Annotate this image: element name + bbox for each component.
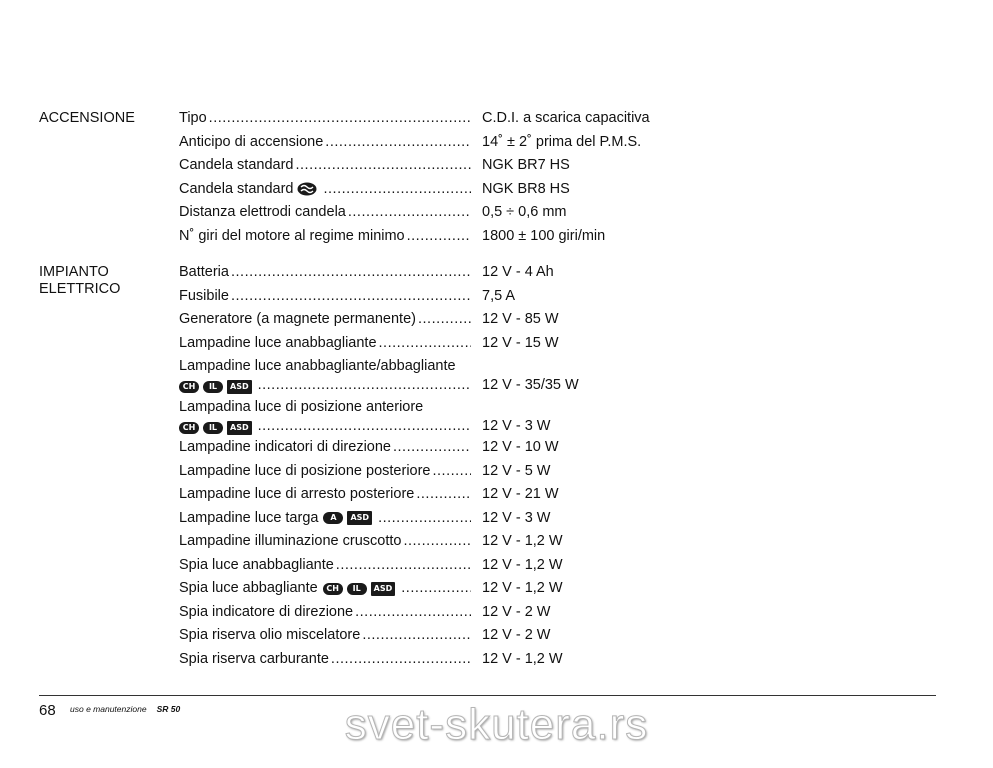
spec-line: [179, 181, 649, 198]
country-il-badge: IL: [203, 422, 223, 434]
leader-dots: [378, 510, 471, 527]
spec-row: [179, 228, 649, 245]
spec-row: [179, 204, 649, 221]
spec-line: [179, 288, 649, 305]
footer-rule: [39, 695, 936, 696]
spec-row: [179, 486, 649, 503]
country-asd-badge: ASD: [227, 380, 252, 394]
spec-value: 0,5 ÷ 0,6 mm: [482, 204, 567, 220]
country-a-badge: A: [323, 512, 343, 524]
leader-dots: [295, 157, 471, 174]
spec-line: [179, 557, 649, 574]
country-ch-badge: CH: [323, 583, 343, 595]
spec-value: 12 V - 2 W: [482, 603, 551, 620]
footer-model: SR 50: [156, 704, 181, 714]
spec-label: [179, 335, 377, 352]
spec-label: [179, 486, 414, 503]
country-badges: [179, 380, 256, 394]
spec-label: [179, 604, 353, 621]
spec-value: 12 V - 15 W: [482, 334, 559, 351]
spec-value: NGK BR8 HS: [482, 180, 570, 197]
spec-line: [179, 580, 649, 597]
spec-line: [179, 399, 649, 416]
spec-label-text: Lampadine illuminazione cruscotto: [179, 533, 402, 549]
leader-dots: [231, 288, 471, 305]
spec-line: [179, 358, 649, 375]
leader-dots: [416, 486, 471, 503]
spec-label: [179, 110, 207, 127]
leader-dots: [433, 463, 472, 480]
section-label: [39, 110, 159, 127]
country-il-badge: IL: [203, 381, 223, 393]
spec-label-text: Distanza elettrodi candela: [179, 204, 346, 220]
spec-label: [179, 421, 256, 435]
spec-row: [179, 311, 649, 328]
spec-line: [179, 439, 649, 456]
spec-line: [179, 204, 649, 221]
country-asd-badge: ASD: [227, 421, 252, 435]
spec-label: [179, 181, 321, 198]
leader-dots: [355, 604, 471, 621]
spec-row: [179, 288, 649, 305]
spec-value: 12 V - 1,2 W: [482, 533, 563, 549]
spec-value: 7,5 A: [482, 287, 516, 304]
leader-dots: [331, 651, 471, 668]
spec-line: [179, 486, 649, 503]
spec-label: [179, 134, 323, 151]
spec-label-text: Candela standard: [179, 157, 294, 173]
spec-row: [179, 557, 649, 574]
spec-line: [179, 604, 649, 621]
spec-label-text: Lampadine luce targa: [179, 509, 319, 526]
spec-label-text: Lampadine luce anabbagliante/abbagliante: [179, 358, 456, 374]
spec-label-text: Tipo: [179, 110, 207, 126]
spec-label-text: N˚ giri del motore al regime minimo: [179, 227, 405, 244]
leader-dots: [401, 580, 471, 597]
country-il-badge: IL: [347, 583, 367, 595]
footer-text: uso e manutenzione: [70, 704, 147, 714]
spec-label-text: Lampadine indicatori di direzione: [179, 439, 391, 455]
spec-label-text: Generatore (a magnete permanente): [179, 311, 416, 327]
spec-line: [179, 418, 649, 435]
section-label-line: IMPIANTO: [39, 264, 109, 280]
spec-line: [179, 533, 649, 550]
leader-dots: [258, 377, 471, 394]
section-label-line: ELETTRICO: [39, 281, 121, 297]
spec-label: [179, 264, 229, 281]
spec-line: [179, 264, 649, 281]
country-badges: [323, 582, 400, 596]
leader-dots: [379, 335, 471, 352]
country-badges: [179, 421, 256, 435]
spec-value: 12 V - 2 W: [482, 627, 551, 643]
spec-value: 12 V - 1,2 W: [482, 556, 563, 573]
country-ch-badge: CH: [179, 381, 199, 393]
spec-label-text: Lampadine luce di posizione posteriore: [179, 462, 431, 479]
spec-row: [179, 510, 649, 527]
leader-dots: [403, 533, 471, 550]
spec-label-text: Spia riserva olio miscelatore: [179, 627, 361, 643]
spec-line: [179, 463, 649, 480]
spec-row: [179, 181, 649, 198]
spec-label-text: Spia luce anabbagliante: [179, 556, 334, 573]
section-label-line: ACCENSIONE: [39, 110, 135, 126]
spec-row: [179, 110, 649, 127]
spec-value: 14˚ ± 2˚ prima del P.M.S.: [482, 133, 642, 150]
country-asd-badge: ASD: [371, 582, 396, 596]
spec-value: 12 V - 3 W: [482, 417, 551, 434]
spec-label: [179, 288, 229, 305]
spec-row: [179, 439, 649, 456]
spec-value: 12 V - 21 W: [482, 486, 559, 502]
spec-label-text: Lampadine luce di arresto posteriore: [179, 486, 415, 502]
spec-label-text: Lampadine luce anabbagliante: [179, 334, 377, 351]
spec-label: [179, 358, 456, 375]
spec-label: [179, 439, 391, 456]
spec-row: [179, 604, 649, 621]
spec-row: [179, 335, 649, 352]
spec-row: [179, 627, 649, 644]
spec-value: 12 V - 3 W: [482, 509, 551, 526]
spec-label: [179, 533, 401, 550]
spec-value: 12 V - 1,2 W: [482, 580, 563, 596]
spec-label-text: Batteria: [179, 264, 229, 280]
leader-dots: [407, 228, 471, 245]
spec-value: 1800 ± 100 giri/min: [482, 227, 606, 244]
mixer-oil-icon: [297, 182, 317, 196]
leader-dots: [348, 204, 471, 221]
spec-row: [179, 264, 649, 281]
spec-row: [179, 157, 649, 174]
spec-label: [179, 557, 334, 574]
spec-value: 12 V - 4 Ah: [482, 264, 554, 280]
spec-label-text: Spia riserva carburante: [179, 650, 329, 667]
leader-dots: [336, 557, 471, 574]
spec-line: [179, 510, 649, 527]
spec-label-text: Spia indicatore di direzione: [179, 603, 354, 620]
spec-label-text: Fusibile: [179, 287, 229, 304]
spec-line: [179, 651, 649, 668]
country-badges: [323, 511, 376, 525]
spec-row: [179, 463, 649, 480]
spec-label: [179, 627, 360, 644]
spec-line: [179, 311, 649, 328]
leader-dots: [209, 110, 471, 127]
spec-value: NGK BR7 HS: [482, 157, 570, 173]
spec-line: [179, 335, 649, 352]
spec-label: [179, 463, 431, 480]
spec-row: [179, 134, 649, 151]
spec-value: 12 V - 85 W: [482, 311, 559, 327]
spec-row: [179, 399, 649, 435]
spec-label-text: Spia luce abbagliante: [179, 580, 318, 596]
spec-label-text: Anticipo di accensione: [179, 133, 324, 150]
spec-label-text: Candela standard: [179, 180, 294, 197]
spec-row: [179, 533, 649, 550]
page-number: 68: [39, 702, 56, 719]
spec-label: [179, 311, 416, 328]
spec-label: [179, 157, 293, 174]
spec-value: 12 V - 10 W: [482, 439, 559, 455]
country-ch-badge: CH: [179, 422, 199, 434]
spec-label: [179, 399, 423, 416]
spec-value: 12 V - 1,2 W: [482, 650, 563, 667]
leader-dots: [418, 311, 471, 328]
spec-row: [179, 358, 649, 394]
leader-dots: [362, 627, 471, 644]
spec-value: 12 V - 35/35 W: [482, 377, 579, 393]
spec-row: [179, 651, 649, 668]
spec-label-text: Lampadina luce di posizione anteriore: [179, 398, 424, 415]
spec-label: [179, 380, 256, 394]
spec-label: [179, 580, 399, 597]
spec-value: C.D.I. a scarica capacitiva: [482, 110, 650, 126]
spec-label: [179, 510, 376, 527]
leader-dots: [393, 439, 471, 456]
leader-dots: [323, 181, 471, 198]
leader-dots: [231, 264, 471, 281]
spec-line: [179, 157, 649, 174]
section-label: [39, 264, 159, 298]
country-asd-badge: ASD: [347, 511, 372, 525]
spec-label: [179, 228, 405, 245]
spec-label: [179, 651, 329, 668]
spec-label: [179, 204, 346, 221]
spec-line: [179, 627, 649, 644]
leader-dots: [258, 418, 471, 435]
spec-value: 12 V - 5 W: [482, 462, 551, 479]
leader-dots: [325, 134, 471, 151]
spec-row: [179, 580, 649, 597]
watermark: svet-skutera.rs: [344, 700, 649, 749]
